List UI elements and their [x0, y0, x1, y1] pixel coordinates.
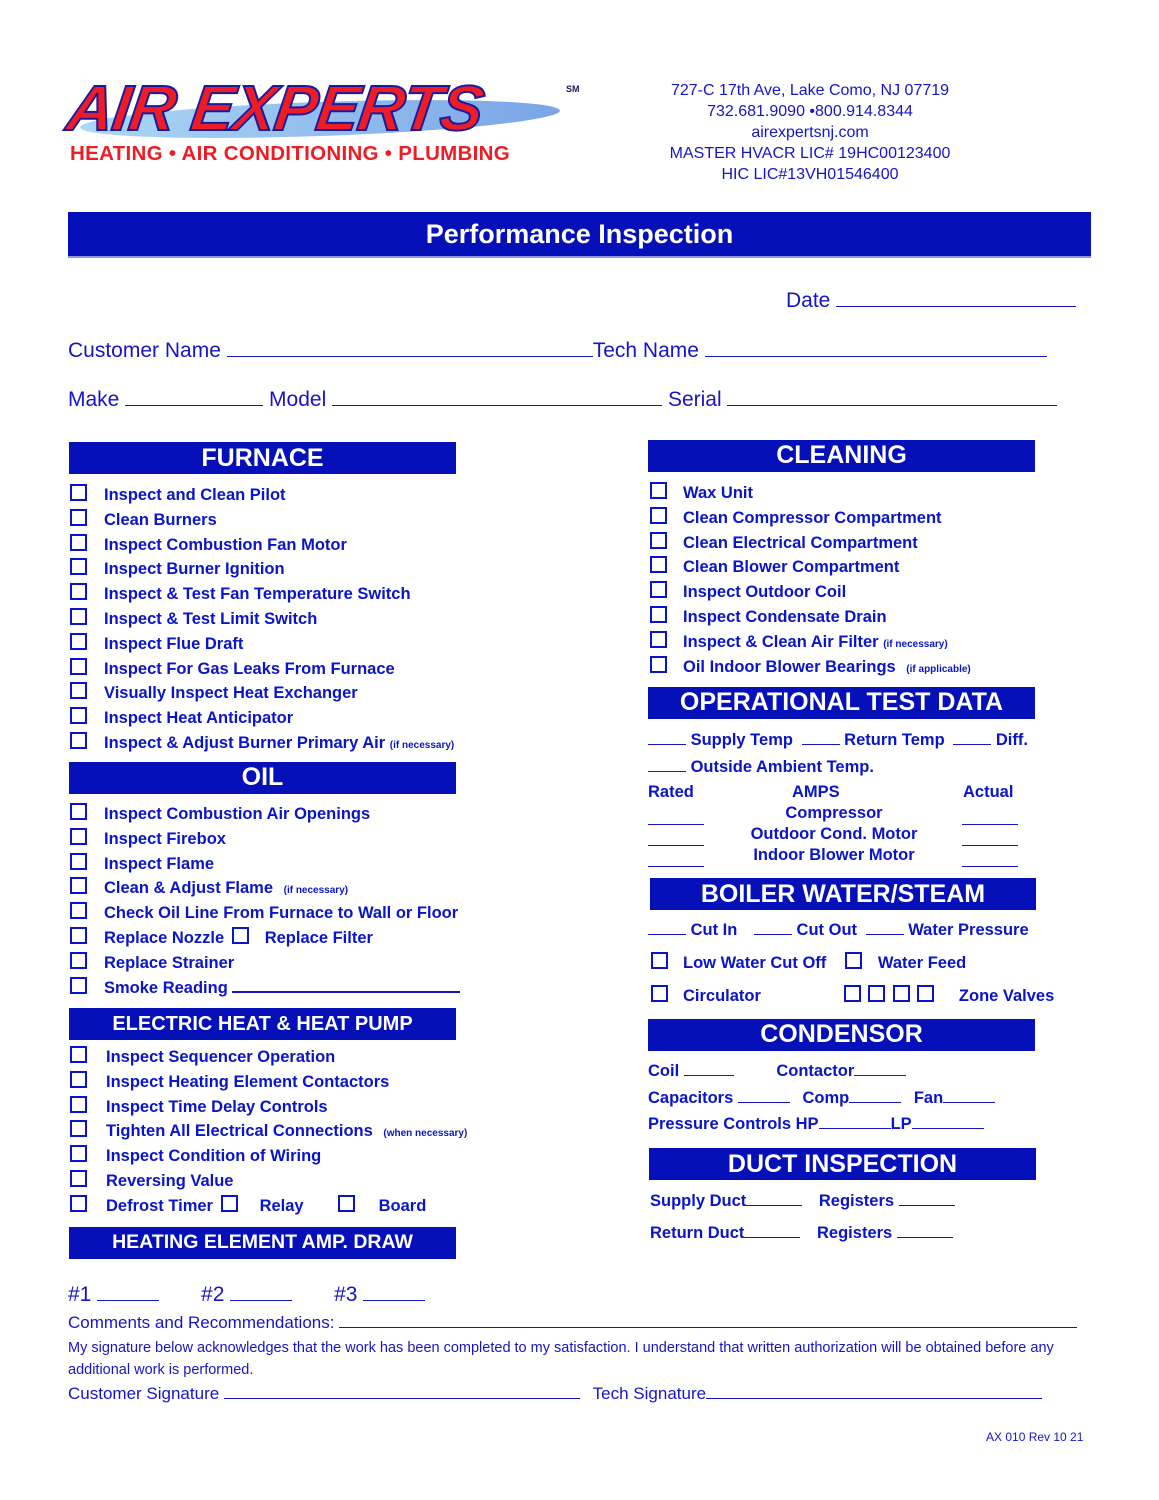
comments-field[interactable] — [68, 1313, 1077, 1333]
amp-3-line[interactable] — [363, 1282, 425, 1301]
actual-line[interactable] — [962, 848, 1018, 867]
acknowledgement-text: My signature below acknowledges that the work has been completed to my satisfaction. I understand that written authorization will be obtained before any additional work is performed. — [68, 1340, 1054, 1378]
item-note: (if necessary) — [883, 638, 948, 650]
date-label: Date — [786, 289, 831, 312]
cut-out-label: Cut Out — [796, 921, 858, 939]
customer-name-line[interactable] — [227, 338, 593, 357]
amps-row[interactable] — [648, 825, 1020, 846]
return-registers-label: Registers — [817, 1224, 893, 1242]
pressure-controls-label: Pressure Controls — [648, 1115, 792, 1133]
lp-label: LP — [890, 1115, 912, 1133]
actual-line[interactable] — [962, 806, 1018, 825]
checklist-item[interactable]: Inspect Combustion Fan Motor — [70, 534, 454, 559]
zone-checkbox[interactable] — [917, 985, 934, 1002]
electric-list — [70, 1046, 467, 1220]
model-label: Model — [269, 388, 327, 411]
comments-line[interactable] — [339, 1313, 1077, 1328]
customer-name-label: Customer Name — [68, 339, 221, 362]
supply-duct-line[interactable] — [746, 1191, 802, 1206]
checklist-item[interactable]: Inspect Sequencer Operation — [70, 1046, 467, 1071]
checkbox[interactable] — [845, 952, 862, 969]
checkbox[interactable] — [221, 1195, 238, 1212]
checkbox[interactable] — [70, 558, 87, 575]
checkbox[interactable] — [70, 682, 87, 699]
checkbox[interactable] — [650, 581, 667, 598]
checklist-item[interactable]: Inspect Time Delay Controls — [70, 1096, 467, 1121]
checklist-item[interactable]: Inspect Flue Draft — [70, 633, 454, 658]
checklist-item[interactable]: Inspect and Clean Pilot — [70, 484, 454, 509]
fan-line[interactable] — [943, 1088, 995, 1103]
ambient-temp-label: Outside Ambient Temp. — [690, 758, 874, 776]
checklist-item[interactable]: Clean & Adjust Flame (if necessary) — [70, 877, 460, 902]
boiler-zone-row[interactable] — [651, 985, 1054, 1006]
cut-in-line[interactable] — [648, 920, 686, 935]
checkbox[interactable] — [70, 1145, 87, 1162]
oil-list — [70, 803, 460, 1001]
checkbox[interactable] — [650, 532, 667, 549]
checkbox[interactable] — [650, 507, 667, 524]
return-temp-line[interactable] — [802, 730, 840, 745]
amp-3-label: #3 — [334, 1283, 358, 1306]
make-label: Make — [68, 388, 120, 411]
serial-line[interactable] — [727, 387, 1057, 406]
company-logo: AIR EXPERTS — [62, 72, 488, 144]
condensor-row-2[interactable] — [648, 1088, 995, 1108]
logo-tagline: HEATING • AIR CONDITIONING • PLUMBING — [70, 142, 510, 165]
checkbox[interactable] — [338, 1195, 355, 1212]
ambient-row[interactable] — [648, 757, 874, 777]
checkbox[interactable] — [70, 658, 87, 675]
checkbox[interactable] — [70, 534, 87, 551]
checklist-item[interactable]: Inspect & Clean Air Filter (if necessary) — [650, 631, 971, 656]
checklist-item[interactable]: Visually Inspect Heat Exchanger — [70, 682, 454, 707]
component-label: Outdoor Cond. Motor — [750, 825, 918, 843]
checklist-item[interactable]: Inspect Outdoor Coil — [650, 581, 971, 606]
supply-registers-line[interactable] — [899, 1191, 955, 1206]
checkbox[interactable] — [70, 633, 87, 650]
operational-header: OPERATIONAL TEST DATA — [648, 687, 1035, 719]
checkbox[interactable] — [70, 902, 87, 919]
amp-2-line[interactable] — [230, 1282, 292, 1301]
checklist-item[interactable]: Replace Strainer — [70, 952, 460, 977]
checklist-item[interactable]: Clean Blower Compartment — [650, 556, 971, 581]
zone-checkbox[interactable] — [893, 985, 910, 1002]
checklist-item[interactable]: Inspect & Test Limit Switch — [70, 608, 454, 633]
circulator-label: Circulator — [683, 987, 761, 1005]
checklist-item[interactable]: Inspect Burner Ignition — [70, 558, 454, 583]
checklist-item[interactable]: Wax Unit — [650, 482, 971, 507]
contactor-label: Contactor — [776, 1062, 855, 1080]
actual-label: Actual — [963, 783, 1014, 801]
checklist-item[interactable]: Inspect Combustion Air Openings — [70, 803, 460, 828]
checkbox[interactable] — [70, 927, 87, 944]
zone-valves-label: Zone Valves — [958, 987, 1055, 1005]
amps-table — [648, 804, 1020, 867]
amps-row[interactable] — [648, 804, 1020, 825]
capacitors-line[interactable] — [738, 1088, 790, 1103]
amp-draw-header: HEATING ELEMENT AMP. DRAW — [69, 1227, 456, 1259]
comp-label: Comp — [802, 1089, 850, 1107]
capacitors-label: Capacitors — [648, 1089, 734, 1107]
fan-label: Fan — [913, 1089, 944, 1107]
smoke-reading-line[interactable] — [232, 977, 460, 993]
checkbox[interactable] — [70, 877, 87, 894]
checklist-item[interactable]: Inspect Heat Anticipator — [70, 707, 454, 732]
supply-duct-label: Supply Duct — [650, 1192, 747, 1210]
date-line[interactable] — [836, 288, 1076, 307]
coil-label: Coil — [648, 1062, 680, 1080]
tech-signature-label: Tech Signature — [592, 1384, 707, 1403]
cut-in-label: Cut In — [690, 921, 738, 939]
cut-out-line[interactable] — [754, 920, 792, 935]
checkbox[interactable] — [650, 631, 667, 648]
make-line[interactable] — [125, 387, 263, 406]
comments-label: Comments and Recommendations: — [68, 1313, 335, 1332]
coil-line[interactable] — [684, 1061, 734, 1076]
checkbox[interactable] — [70, 1046, 87, 1063]
checklist-item[interactable]: Inspect For Gas Leaks From Furnace — [70, 658, 454, 683]
furnace-list — [70, 484, 454, 757]
checklist-item[interactable]: Check Oil Line From Furnace to Wall or Floor — [70, 902, 460, 927]
checkbox[interactable] — [650, 656, 667, 673]
checklist-item[interactable]: Inspect & Test Fan Temperature Switch — [70, 583, 454, 608]
checkbox[interactable] — [70, 707, 87, 724]
actual-line[interactable] — [962, 827, 1018, 846]
hp-label: HP — [795, 1115, 819, 1133]
model-line[interactable] — [332, 387, 662, 406]
return-duct-line[interactable] — [744, 1223, 800, 1238]
checkbox[interactable] — [70, 1071, 87, 1088]
page-title: Performance Inspection — [68, 212, 1091, 258]
contactor-line[interactable] — [854, 1061, 906, 1076]
amp-1-line[interactable] — [97, 1282, 159, 1301]
supply-temp-line[interactable] — [648, 730, 686, 745]
serial-label: Serial — [667, 388, 722, 411]
item-note: (if applicable) — [906, 663, 971, 675]
checklist-item[interactable]: Inspect Condition of Wiring — [70, 1145, 467, 1170]
amp-1-label: #1 — [68, 1283, 92, 1306]
signature-row[interactable] — [68, 1384, 1042, 1404]
checkbox[interactable] — [70, 583, 87, 600]
website: airexpertsnj.com — [751, 124, 869, 141]
supply-duct-row[interactable] — [650, 1191, 955, 1211]
boiler-header: BOILER WATER/STEAM — [650, 878, 1036, 910]
checkbox[interactable] — [232, 927, 249, 944]
rated-line[interactable] — [648, 848, 704, 867]
return-duct-row[interactable] — [650, 1223, 953, 1243]
checkbox[interactable] — [70, 484, 87, 501]
return-duct-label: Return Duct — [650, 1224, 745, 1242]
checkbox[interactable] — [70, 732, 87, 749]
checklist-item[interactable]: Oil Indoor Blower Bearings (if applicable) — [650, 656, 971, 681]
checklist-item[interactable]: Clean Electrical Compartment — [650, 532, 971, 557]
checkbox[interactable] — [70, 977, 87, 994]
checklist-item[interactable]: Tighten All Electrical Connections (when necessary) — [70, 1120, 467, 1145]
cleaning-list — [650, 482, 971, 680]
rated-line[interactable] — [648, 806, 704, 825]
form-code: AX 010 Rev 10 21 — [986, 1430, 1084, 1444]
checkbox[interactable] — [70, 509, 87, 526]
supply-registers-label: Registers — [818, 1192, 895, 1210]
water-pressure-line[interactable] — [866, 920, 904, 935]
zone-checkbox[interactable] — [844, 985, 861, 1002]
zone-checkbox[interactable] — [868, 985, 885, 1002]
low-water-cut-off-label: Low Water Cut Off — [683, 954, 827, 972]
diff-label: Diff. — [995, 731, 1028, 749]
phone-numbers: 732.681.9090 •800.914.8344 — [707, 103, 913, 120]
customer-name-field[interactable] — [68, 338, 1047, 363]
checkbox[interactable] — [651, 952, 668, 969]
tech-name-line[interactable] — [705, 338, 1047, 357]
amp-2-label: #2 — [201, 1283, 225, 1306]
oil-header: OIL — [69, 762, 456, 794]
amp-draw-fields[interactable] — [68, 1282, 425, 1307]
condensor-header: CONDENSOR — [648, 1019, 1035, 1051]
checkbox[interactable] — [70, 828, 87, 845]
item-note: (if necessary) — [283, 885, 349, 897]
item-note: (when necessary) — [383, 1128, 468, 1140]
item-note: (if necessary) — [389, 739, 455, 751]
tech-name-label: Tech Name — [592, 339, 699, 362]
master-license: MASTER HVACR LIC# 19HC00123400 — [669, 145, 951, 162]
checkbox[interactable] — [70, 803, 87, 820]
rated-label: Rated — [648, 783, 694, 801]
checkbox[interactable] — [70, 853, 87, 870]
checklist-item[interactable]: Inspect Condensate Drain — [650, 606, 971, 631]
checklist-item[interactable]: Reversing Value — [70, 1170, 467, 1195]
condensor-row-3[interactable] — [648, 1114, 984, 1134]
checklist-item[interactable]: Clean Compressor Compartment — [650, 507, 971, 532]
checkbox[interactable] — [70, 1096, 87, 1113]
address: 727-C 17th Ave, Lake Como, NJ 07719 — [670, 82, 950, 99]
diff-line[interactable] — [953, 730, 991, 745]
checklist-item[interactable]: Inspect Firebox — [70, 828, 460, 853]
furnace-header: FURNACE — [69, 442, 456, 474]
service-mark: SM — [566, 84, 580, 94]
ambient-temp-line[interactable] — [648, 757, 686, 772]
boiler-check-row[interactable] — [651, 952, 966, 973]
component-label: Indoor Blower Motor — [753, 846, 915, 864]
equipment-fields[interactable] — [68, 387, 1057, 412]
checklist-item[interactable]: Clean Burners — [70, 509, 454, 534]
checklist-item[interactable]: Inspect & Adjust Burner Primary Air (if necessary) — [70, 732, 454, 757]
condensor-row-1[interactable] — [648, 1061, 906, 1081]
tech-signature-line[interactable] — [706, 1384, 1042, 1399]
checkbox[interactable] — [650, 482, 667, 499]
checkbox[interactable] — [650, 556, 667, 573]
temp-row[interactable] — [648, 730, 1028, 750]
checklist-item[interactable]: Replace Nozzle Replace Filter — [70, 927, 460, 952]
checklist-item[interactable]: Inspect Heating Element Contactors — [70, 1071, 467, 1096]
electric-header: ELECTRIC HEAT & HEAT PUMP — [69, 1008, 456, 1040]
return-registers-line[interactable] — [897, 1223, 953, 1238]
boiler-temps-row[interactable] — [648, 920, 1029, 940]
date-field[interactable] — [786, 288, 1076, 313]
customer-signature-label: Customer Signature — [68, 1384, 220, 1403]
component-label: Compressor — [785, 804, 883, 822]
hic-license: HIC LIC#13VH01546400 — [721, 166, 899, 183]
checkbox[interactable] — [70, 952, 87, 969]
checkbox[interactable] — [70, 1120, 87, 1137]
checklist-item[interactable]: Smoke Reading — [70, 977, 460, 1002]
checkbox[interactable] — [650, 606, 667, 623]
supply-temp-label: Supply Temp — [690, 731, 793, 749]
water-feed-label: Water Feed — [877, 954, 967, 972]
hp-line[interactable] — [819, 1114, 891, 1129]
comp-line[interactable] — [849, 1088, 901, 1103]
contact-block — [630, 80, 990, 185]
checklist-item[interactable]: Defrost Timer Relay Board — [70, 1195, 467, 1220]
checkbox[interactable] — [70, 1195, 87, 1212]
amps-label: AMPS — [792, 783, 840, 801]
return-temp-label: Return Temp — [844, 731, 945, 749]
rated-line[interactable] — [648, 827, 704, 846]
checkbox[interactable] — [651, 985, 668, 1002]
checkbox[interactable] — [70, 1170, 87, 1187]
lp-line[interactable] — [912, 1114, 984, 1129]
customer-signature-line[interactable] — [224, 1384, 580, 1399]
amps-row[interactable] — [648, 846, 1020, 867]
checkbox[interactable] — [70, 608, 87, 625]
water-pressure-label: Water Pressure — [908, 921, 1029, 939]
checklist-item[interactable]: Inspect Flame — [70, 853, 460, 878]
duct-header: DUCT INSPECTION — [649, 1148, 1036, 1180]
cleaning-header: CLEANING — [648, 440, 1035, 472]
